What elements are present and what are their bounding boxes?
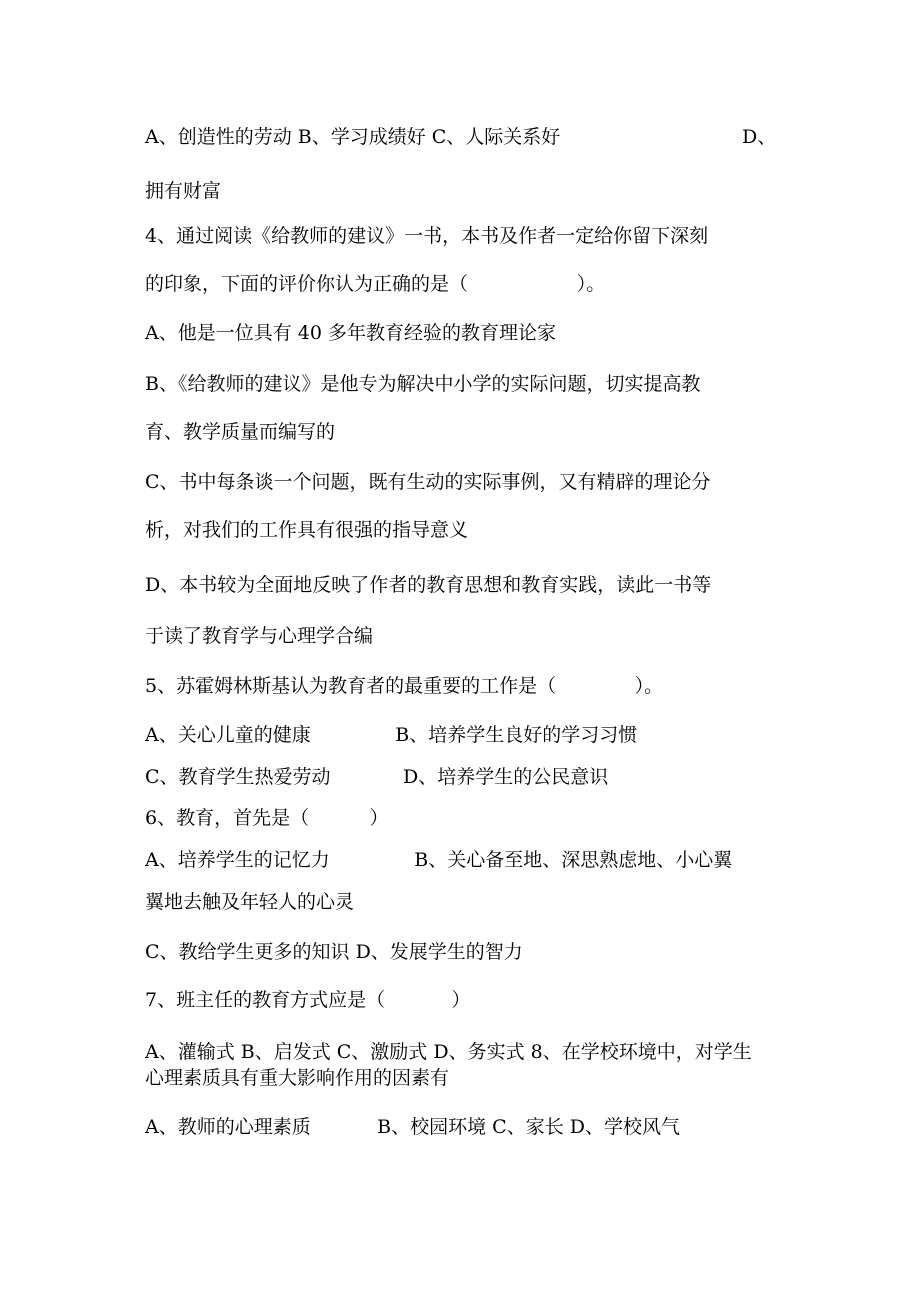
q4-option-c-line-1: C、书中每条谈一个问题，既有生动的实际事例，又有精辟的理论分 (145, 471, 711, 493)
q5-options-line-1: A、关心儿童的健康 B、培养学生良好的学习习惯 (145, 724, 638, 746)
q4-stem-line-2: 的印象，下面的评价你认为正确的是（ ）。 (145, 273, 606, 295)
q4-option-d-line-2: 于读了教育学与心理学合编 (145, 625, 374, 647)
q6-options-line-3: C、教给学生更多的知识 D、发展学生的智力 (145, 941, 523, 963)
q7-options-line-1: A、灌输式 B、启发式 C、激励式 D、务实式 8、在学校环境中，对学生 (145, 1041, 752, 1063)
q4-option-c-line-2: 析，对我们的工作具有很强的指导意义 (145, 519, 469, 541)
q8-options-line: A、教师的心理素质 B、校园环境 C、家长 D、学校风气 (145, 1116, 680, 1138)
q5-options-line-2: C、教育学生热爱劳动 D、培养学生的公民意识 (145, 766, 609, 788)
q3-option-d-continuation: 拥有财富 (145, 180, 222, 202)
q6-stem: 6、教育，首先是（ ） (145, 807, 389, 829)
q3-option-d-label: D、 (742, 126, 777, 148)
q3-options-line: A、创造性的劳动 B、学习成绩好 C、人际关系好 (145, 126, 561, 148)
q6-options-line-2: 翼地去触及年轻人的心灵 (145, 891, 355, 913)
q4-option-b-line-1: B、《给教师的建议》是他专为解决中小学的实际问题，切实提高教 (145, 373, 701, 395)
q7-stem: 7、班主任的教育方式应是（ ） (145, 989, 471, 1011)
q7-options-line-2: 心理素质具有重大影响作用的因素有 (145, 1067, 450, 1089)
q4-stem-line-1: 4、通过阅读《给教师的建议》一书，本书及作者一定给你留下深刻 (145, 225, 709, 247)
q4-option-a: A、他是一位具有 40 多年教育经验的教育理论家 (145, 322, 556, 344)
q4-option-b-line-2: 育、教学质量而编写的 (145, 421, 336, 443)
q6-options-line-1: A、培养学生的记忆力 B、关心备至地、深思熟虑地、小心翼 (145, 849, 733, 871)
q4-option-d-line-1: D、本书较为全面地反映了作者的教育思想和教育实践，读此一书等 (145, 574, 712, 596)
q5-stem: 5、苏霍姆林斯基认为教育者的最重要的工作是（ ）。 (145, 675, 664, 697)
